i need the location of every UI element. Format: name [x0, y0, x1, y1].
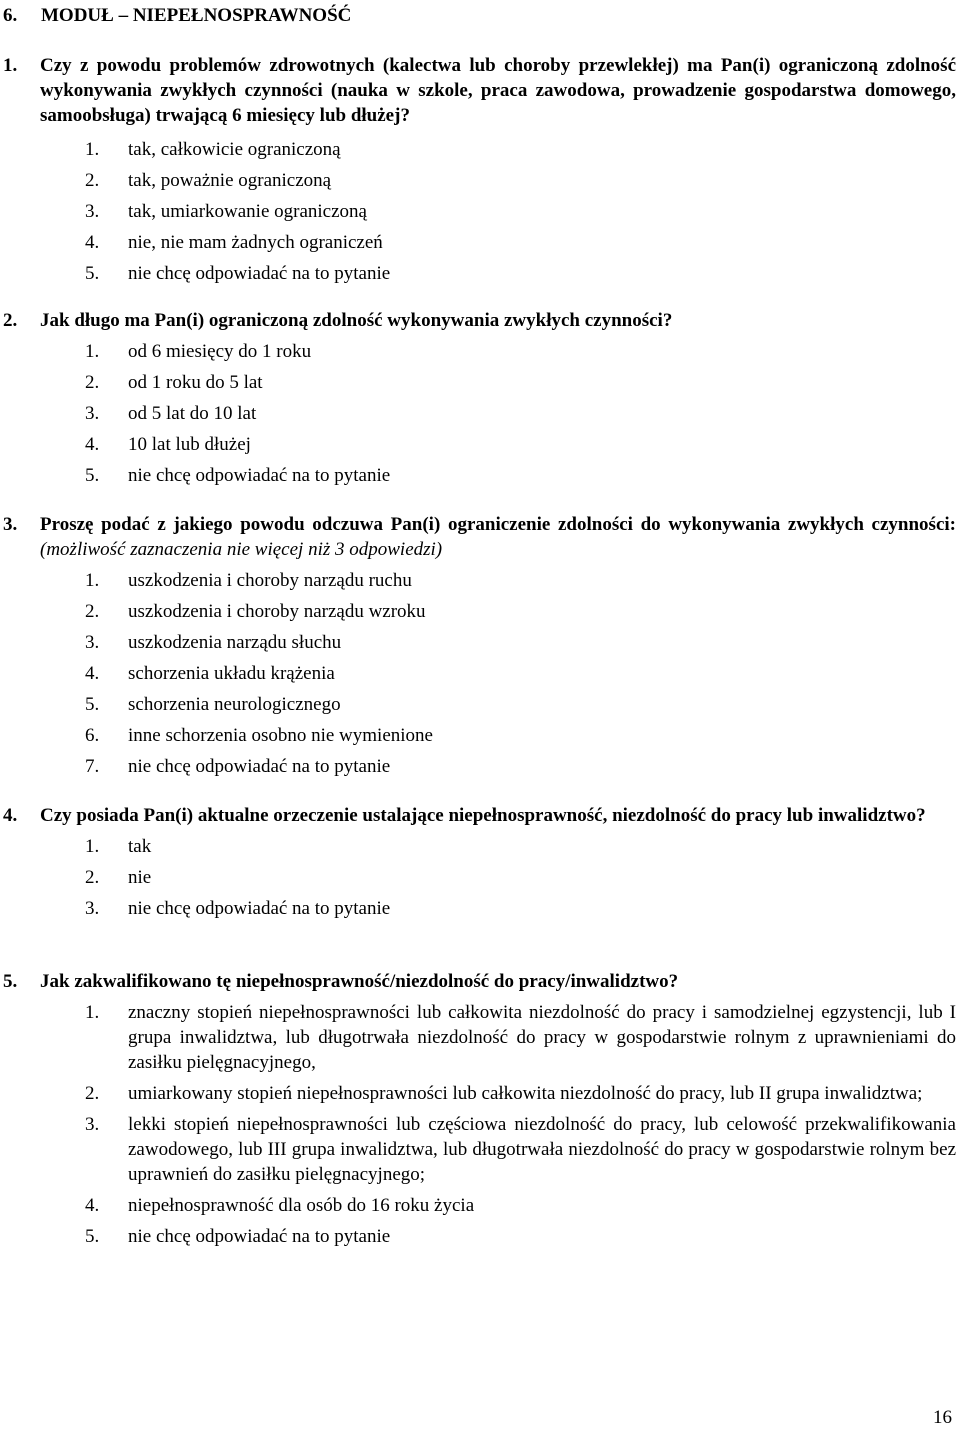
option-text: nie chcę odpowiadać na to pytanie — [128, 263, 391, 284]
options-list — [0, 137, 956, 286]
option-text: 10 lat lub dłużej — [128, 434, 251, 455]
option-item — [85, 599, 956, 624]
question-2 — [0, 308, 956, 488]
option-number: 5. — [85, 694, 100, 715]
option-text: nie chcę odpowiadać na to pytanie — [128, 898, 391, 919]
option-number: 7. — [85, 756, 100, 777]
option-text: schorzenia neurologicznego — [128, 694, 341, 715]
option-number: 5. — [85, 1226, 100, 1247]
question-text: Czy z powodu problemów zdrowotnych (kalectwa lub choroby przewlekłej) ma Pan(i) ograniczoną zdolność wykonywania zwykłych czynności (nauka w szkole, praca zawodowa, prowadzenie gospodarstwa domowego, samoobsługa) trwającą 6 miesięcy lub dłużej? — [40, 55, 956, 126]
option-item — [85, 199, 956, 224]
question-number: 2. — [3, 310, 18, 331]
option-item — [85, 463, 956, 488]
question-text-main: Proszę podać z jakiego powodu odczuwa Pan(i) ograniczenie zdolności do wykonywania zwykłych czynności: — [40, 514, 956, 535]
question-text: Jak długo ma Pan(i) ograniczoną zdolność wykonywania zwykłych czynności? — [40, 310, 673, 331]
option-number: 3. — [85, 632, 100, 653]
question-text: Czy posiada Pan(i) aktualne orzeczenie ustalające niepełnosprawność, niezdolność do pracy lub inwalidztwo? — [40, 805, 926, 826]
option-number: 2. — [85, 1083, 100, 1104]
option-item — [85, 339, 956, 364]
question-4 — [0, 803, 956, 921]
option-item — [85, 230, 956, 255]
question-1 — [0, 53, 956, 286]
option-item — [85, 754, 956, 779]
question-number: 4. — [3, 805, 18, 826]
option-item — [85, 723, 956, 748]
option-item — [85, 1224, 956, 1249]
option-item — [85, 1000, 956, 1075]
section-title-text: MODUŁ – NIEPEŁNOSPRAWNOŚĆ — [41, 5, 352, 26]
option-number: 2. — [85, 372, 100, 393]
option-item — [85, 568, 956, 593]
option-item — [85, 1193, 956, 1218]
option-item — [85, 401, 956, 426]
question-header — [0, 53, 956, 128]
option-text: uszkodzenia narządu słuchu — [128, 632, 342, 653]
option-number: 3. — [85, 201, 100, 222]
option-item — [85, 1081, 956, 1106]
option-text: lekki stopień niepełnosprawności lub częściowa niezdolność do pracy, lub celowość przekwalifikowania zawodowego, lub III grupa inwalidztwa, lub długotrwała niezdolność do pracy w gospodarstwie rolnym bez uprawnień do zasiłku pielęgnacyjnego; — [128, 1114, 956, 1185]
option-text: nie, nie mam żadnych ograniczeń — [128, 232, 383, 253]
option-text: tak, umiarkowanie ograniczoną — [128, 201, 367, 222]
option-item — [85, 1112, 956, 1187]
question-text: Jak zakwalifikowano tę niepełnosprawność/niezdolność do pracy/inwalidztwo? — [40, 971, 679, 992]
option-item — [85, 432, 956, 457]
option-item — [85, 630, 956, 655]
option-item — [85, 137, 956, 162]
option-text: niepełnosprawność dla osób do 16 roku życia — [128, 1195, 475, 1216]
option-text: umiarkowany stopień niepełnosprawności lub całkowita niezdolność do pracy, lub II grupa inwalidztwa; — [128, 1083, 923, 1104]
option-item — [85, 834, 956, 859]
option-number: 1. — [85, 1002, 100, 1023]
page-number: 16 — [933, 1407, 952, 1428]
option-item — [85, 865, 956, 890]
option-number: 2. — [85, 170, 100, 191]
option-item — [85, 896, 956, 921]
section-title — [0, 3, 351, 28]
option-number: 2. — [85, 867, 100, 888]
question-header — [0, 803, 956, 828]
section-number: 6. — [3, 5, 18, 26]
option-text: nie chcę odpowiadać na to pytanie — [128, 465, 391, 486]
option-number: 3. — [85, 898, 100, 919]
option-text: schorzenia układu krążenia — [128, 663, 335, 684]
option-text: tak — [128, 836, 152, 857]
option-number: 3. — [85, 1114, 100, 1135]
option-number: 2. — [85, 601, 100, 622]
option-number: 6. — [85, 725, 100, 746]
question-hint: (możliwość zaznaczenia nie więcej niż 3 odpowiedzi) — [40, 539, 443, 560]
option-number: 4. — [85, 1195, 100, 1216]
option-number: 4. — [85, 434, 100, 455]
option-text: tak, całkowicie ograniczoną — [128, 139, 341, 160]
option-item — [85, 261, 956, 286]
options-list — [0, 568, 956, 779]
question-number: 1. — [3, 55, 18, 76]
option-number: 1. — [85, 341, 100, 362]
option-text: tak, poważnie ograniczoną — [128, 170, 332, 191]
options-list — [0, 834, 956, 921]
option-item — [85, 168, 956, 193]
option-text: znaczny stopień niepełnosprawności lub całkowita niezdolność do pracy i samodzielnej egzystencji, lub I grupa inwalidztwa, lub długotrwała niezdolność do pracy w gospodarstwie rolnym z uprawnieniami do zasiłku pielęgnacyjnego, — [128, 1002, 956, 1073]
option-text: uszkodzenia i choroby narządu ruchu — [128, 570, 412, 591]
question-number: 3. — [3, 514, 18, 535]
question-text — [40, 512, 956, 562]
option-text: od 6 miesięcy do 1 roku — [128, 341, 312, 362]
option-number: 1. — [85, 836, 100, 857]
options-list — [0, 339, 956, 488]
question-header — [0, 308, 956, 333]
option-number: 4. — [85, 663, 100, 684]
option-number: 5. — [85, 465, 100, 486]
option-number: 5. — [85, 263, 100, 284]
option-item — [85, 661, 956, 686]
option-text: od 1 roku do 5 lat — [128, 372, 263, 393]
option-text: uszkodzenia i choroby narządu wzroku — [128, 601, 426, 622]
option-number: 4. — [85, 232, 100, 253]
option-text: nie — [128, 867, 152, 888]
question-5 — [0, 969, 956, 1249]
option-text: od 5 lat do 10 lat — [128, 403, 257, 424]
question-3 — [0, 512, 956, 779]
option-number: 1. — [85, 570, 100, 591]
question-header — [0, 512, 956, 562]
option-item — [85, 370, 956, 395]
question-header — [0, 969, 956, 994]
option-text: nie chcę odpowiadać na to pytanie — [128, 756, 391, 777]
option-item — [85, 692, 956, 717]
option-number: 1. — [85, 139, 100, 160]
option-text: nie chcę odpowiadać na to pytanie — [128, 1226, 391, 1247]
question-number: 5. — [3, 971, 18, 992]
option-number: 3. — [85, 403, 100, 424]
option-text: inne schorzenia osobno nie wymienione — [128, 725, 433, 746]
options-list — [0, 1000, 956, 1249]
